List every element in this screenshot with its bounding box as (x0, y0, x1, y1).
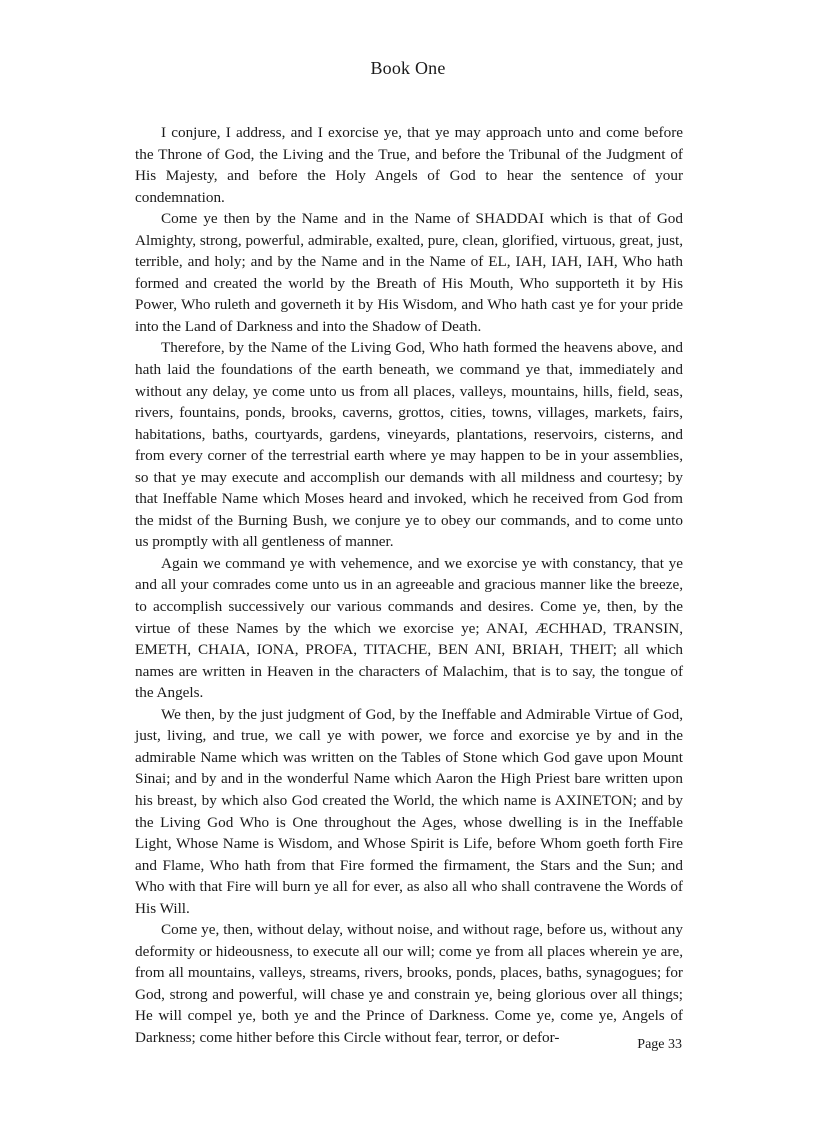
paragraph: Again we command ye with vehemence, and we exorcise ye with constancy, that ye and all your comrades come unto us in an agreeable and gracious manner like the breeze, to accomplish successively our various commands and desires. Come ye, then, by the virtue of these Names by the which we exorcise ye; ANAI, ÆCHHAD, TRANSIN, EMETH, CHAIA, IONA, PROFA, TITACHE, BEN ANI, BRIAH, THEIT; all which names are written in Heaven in the characters of Malachim, that is to say, the tongue of the Angels. (135, 554, 683, 702)
paragraph: Come ye then by the Name and in the Name of SHADDAI which is that of God Almighty, strong, powerful, admirable, exalted, pure, clean, glorified, virtuous, great, just, terrible, and holy; and by the Name and in the Name of EL, IAH, IAH, IAH, Who hath formed and created the world by the Breath of His Mouth, Who supporteth it by His Power, Who ruleth and governeth it by His Wisdom, and Who hath cast ye for your pride into the Land of Darkness and into the Shadow of Death. (135, 210, 683, 335)
paragraph: I conjure, I address, and I exorcise ye, that ye may approach unto and come before the Throne of God, the Living and the True, and before the Tribunal of the Judgment of His Majesty, and before the Holy Angels of God to hear the sentence of your condemnation. (135, 124, 683, 206)
page-number: Page 33 (637, 1037, 682, 1052)
paragraph: Therefore, by the Name of the Living God, Who hath formed the heavens above, and hath laid the foundations of the earth beneath, we command ye that, immediately and without any delay, ye come unto us from all places, valleys, mountains, hills, field, seas, rivers, fountains, ponds, brooks, caverns, grottos, cities, towns, villages, markets, fairs, habitations, baths, courtyards, gardens, vineyards, plantations, reservoirs, cisterns, and from every corner of the terrestrial earth where ye may happen to be in your assemblies, so that ye may execute and accomplish our demands with all mildness and courtesy; by that Ineffable Name which Moses heard and invoked, which he received from God from the midst of the Burning Bush, we conjure ye to obey our commands, and to come unto us promptly with all gentleness of manner. (135, 339, 683, 551)
paragraph: We then, by the just judgment of God, by the Ineffable and Admirable Virtue of God, just, living, and true, we call ye with power, we force and exorcise ye by and in the admirable Name which was written on the Tables of Stone which God gave upon Mount Sinai; and by and in the wonderful Name which Aaron the High Priest bare written upon his breast, by which also God created the World, the which name is AXINETON; and by the Living God Who is One throughout the Ages, whose dwelling is in the Ineffable Light, Whose Name is Wisdom, and Whose Spirit is Life, before Whom goeth forth Fire and Flame, Who hath from that Fire formed the firmament, the Stars and the Sun; and Who with that Fire will burn ye all for ever, as also all who shall contravene the Words of His Will. (135, 705, 683, 917)
page-header-title: Book One (370, 58, 446, 78)
paragraph: Come ye, then, without delay, without noise, and without rage, before us, without any deformity or hideousness, to execute all our will; come ye from all places wherein ye are, from all mountains, valleys, streams, rivers, brooks, ponds, places, baths, synagogues; for God, strong and powerful, will chase ye and constrain ye, being glorious over all things; He will compel ye, both ye and the Prince of Darkness. Come ye, come ye, Angels of Darkness; come hither before this Circle without fear, terror, or defor- (135, 921, 683, 1046)
body-text (135, 122, 683, 1049)
